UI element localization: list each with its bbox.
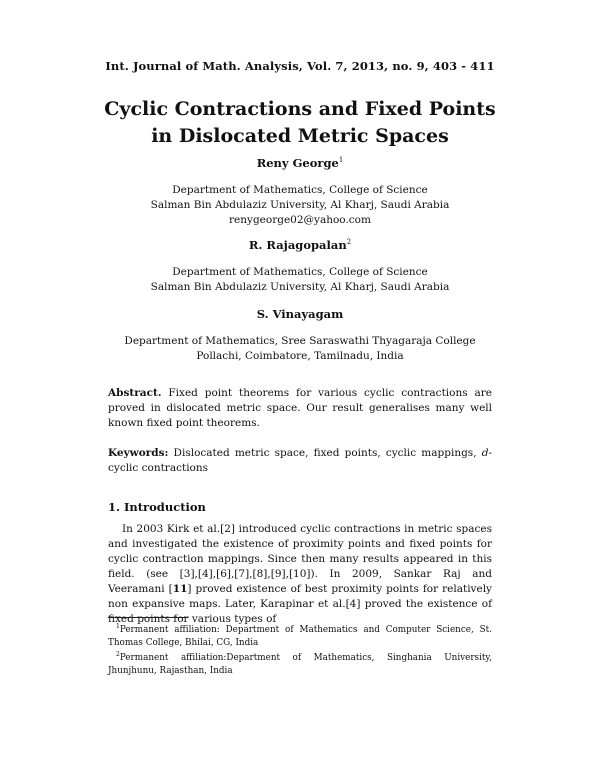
- author-1-email: renygeorge02@yahoo.com: [229, 214, 371, 226]
- author-3-affiliation-line: Department of Mathematics, Sree Saraswathi Thyagaraja College: [124, 335, 476, 347]
- keywords-text-after: -cyclic contractions: [108, 447, 492, 474]
- footnote-text: Permanent affiliation: Department of Mathematics and Computer Science, St. Thomas College, Bhilai, CG, India: [108, 624, 492, 648]
- footnote-1: [108, 620, 492, 650]
- intro-citation-bold: 11: [172, 583, 188, 595]
- introduction-paragraph: [108, 522, 492, 627]
- author-name: Reny George: [256, 156, 339, 170]
- title-line-2: in Dislocated Metric Spaces: [151, 125, 449, 147]
- section-heading-introduction: 1. Introduction: [108, 500, 206, 514]
- journal-header: Int. Journal of Math. Analysis, Vol. 7, 2013, no. 9, 403 - 411: [105, 59, 495, 73]
- footnote-rule: [108, 617, 188, 618]
- author-2-affiliation-line: Salman Bin Abdulaziz University, Al Kharj, Saudi Arabia: [150, 281, 450, 293]
- keywords-text: Dislocated metric space, fixed points, cyclic mappings,: [173, 447, 477, 459]
- author-name: R. Rajagopalan: [248, 238, 347, 252]
- footnote-2: [108, 648, 492, 678]
- footnote-mark: 1: [116, 623, 120, 630]
- intro-text: In 2003 Kirk et al.[2] introduced cyclic contractions in metric spaces and investigated the existence of proximity points and fixed points for cyclic contraction mappings. Since then many results appeared in this field. (see [3],[4],[6],[7],[8],[9],[10]). In 2009, Sankar Raj and Veeramani [: [108, 523, 492, 595]
- author-3-affiliation-line: Pollachi, Coimbatore, Tamilnadu, India: [196, 350, 404, 362]
- footnote-text: Permanent affiliation:Department of Mathematics, Singhania University, Jhunjhunu, Rajasthan, India: [108, 652, 492, 676]
- title-line-1: Cyclic Contractions and Fixed Points: [104, 98, 496, 120]
- abstract-text: Fixed point theorems for various cyclic contractions are proved in dislocated metric space. Our result generalises many well known fixed point theorems.: [108, 387, 492, 429]
- author-2-affiliation-line: Department of Mathematics, College of Science: [172, 266, 428, 278]
- keywords-italic: d: [481, 447, 489, 459]
- author-3-name: S. Vinayagam: [256, 307, 344, 321]
- keywords: [108, 446, 492, 476]
- abstract-label: Abstract.: [108, 387, 162, 399]
- author-1-name: [0, 156, 600, 170]
- author-footnote-mark: 1: [338, 156, 344, 165]
- author-2-name: [0, 238, 600, 252]
- author-1-affiliation-line: Salman Bin Abdulaziz University, Al Kharj, Saudi Arabia: [150, 199, 450, 211]
- author-footnote-mark: 2: [346, 238, 352, 247]
- footnote-mark: 2: [116, 651, 120, 658]
- intro-text-after: ] proved existence of best proximity points for relatively non expansive maps. Later, Karapinar et al.[4] proved the existence of fixed points for various types of: [108, 583, 492, 625]
- keywords-label: Keywords:: [108, 447, 169, 459]
- author-1-affiliation-line: Department of Mathematics, College of Science: [172, 184, 428, 196]
- abstract: [108, 386, 492, 431]
